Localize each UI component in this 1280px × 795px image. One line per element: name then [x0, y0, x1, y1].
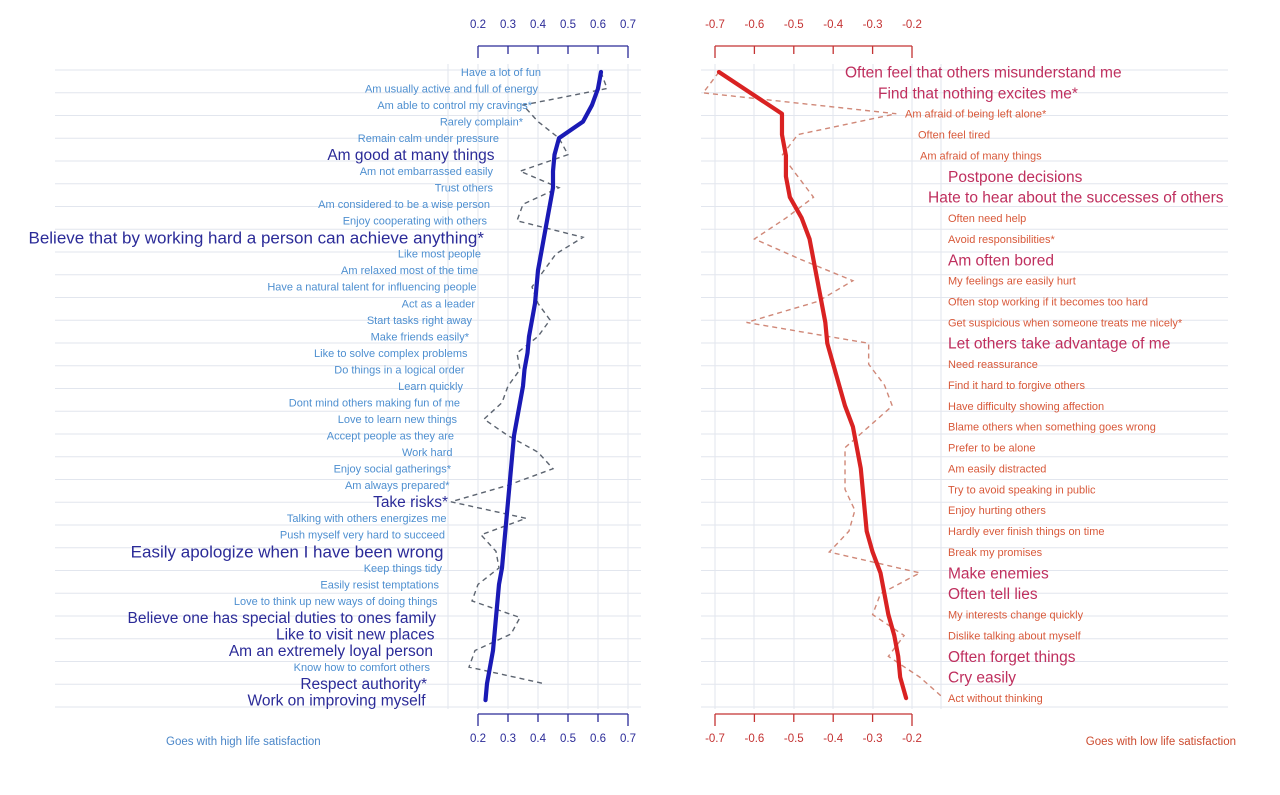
axis-tick-label: -0.7: [705, 733, 725, 745]
item-label: Am able to control my cravings*: [377, 99, 532, 112]
axis-tick-label: 0.5: [560, 733, 576, 745]
item-label: Am considered to be a wise person: [318, 199, 490, 212]
item-label: Take risks*: [373, 494, 448, 512]
item-label: Rarely complain*: [439, 116, 523, 129]
item-label: Am relaxed most of the time: [341, 265, 478, 278]
item-label: Believe that by working hard a person can achieve anything*: [28, 228, 484, 248]
item-label: Am often bored: [948, 252, 1054, 270]
item-label: Am afraid of being left alone*: [905, 108, 1047, 121]
item-label: Easily apologize when I have been wrong: [130, 542, 444, 562]
item-label: My interests change quickly: [948, 609, 1084, 622]
item-label: Start tasks right away: [366, 314, 472, 327]
axis-tick-label: -0.3: [862, 733, 883, 745]
item-label: Dislike talking about myself: [948, 630, 1081, 643]
item-label: Remain calm under pressure: [357, 132, 499, 145]
item-label: Often tell lies: [948, 586, 1038, 604]
item-label: Am not embarrassed easily: [359, 166, 493, 179]
axis-tick-label: 0.3: [500, 19, 516, 31]
dashed-series-line: [703, 72, 943, 698]
item-label: Cry easily: [948, 669, 1017, 687]
item-label: Have difficulty showing affection: [948, 400, 1105, 413]
item-label: Act as a leader: [401, 298, 475, 311]
item-label: Respect authority*: [300, 676, 427, 694]
item-label: Learn quickly: [398, 380, 463, 393]
item-label: Find it hard to forgive others: [948, 379, 1085, 392]
item-label: Prefer to be alone: [948, 442, 1036, 455]
item-label: Trust others: [434, 182, 493, 195]
item-label: Am easily distracted: [948, 463, 1047, 476]
item-label: Often forget things: [948, 648, 1076, 666]
item-label: Am usually active and full of energy: [364, 83, 538, 96]
item-label: Postpone decisions: [948, 168, 1083, 186]
item-label: Love to think up new ways of doing things: [233, 595, 438, 608]
item-label: Easily resist temptations: [320, 579, 439, 592]
axis-tick-label: -0.5: [783, 19, 804, 31]
item-label: Believe one has special duties to ones family: [127, 609, 436, 627]
item-label: Need reassurance: [948, 359, 1038, 372]
axis-tick-label: 0.2: [470, 733, 486, 745]
solid-series-line: [719, 72, 906, 698]
item-label: Love to learn new things: [337, 413, 457, 426]
axis-tick-label: -0.5: [783, 733, 804, 745]
item-label: Have a natural talent for influencing people: [267, 281, 477, 294]
item-label: Work hard: [401, 447, 453, 460]
caption-high-life-satisfaction: Goes with high life satisfaction: [166, 736, 321, 748]
axis-tick-label: 0.7: [620, 19, 636, 31]
item-label: Often stop working if it becomes too hard: [948, 296, 1148, 309]
item-label: Let others take advantage of me: [948, 335, 1171, 353]
axis-tick-label: -0.2: [902, 19, 922, 31]
item-label: Blame others when something goes wrong: [948, 421, 1156, 434]
item-label: Make enemies: [948, 565, 1049, 583]
axis-tick-label: 0.4: [530, 733, 546, 745]
item-label: Dont mind others making fun of me: [288, 397, 460, 410]
axis-tick-label: -0.4: [823, 733, 844, 745]
item-label: Often feel that others misunderstand me: [845, 64, 1122, 82]
axis-tick-label: 0.2: [470, 19, 486, 31]
item-label: My feelings are easily hurt: [948, 275, 1076, 288]
item-label: Find that nothing excites me*: [878, 85, 1078, 103]
axis-tick-label: 0.6: [590, 19, 606, 31]
item-label: Like most people: [397, 248, 481, 261]
item-label: Know how to comfort others: [293, 661, 430, 674]
item-label: Try to avoid speaking in public: [948, 484, 1096, 497]
item-label: Often feel tired: [918, 129, 991, 142]
item-label: Enjoy cooperating with others: [342, 215, 487, 228]
axis-tick-label: 0.5: [560, 19, 576, 31]
caption-low-life-satisfaction: Goes with low life satisfaction: [1085, 736, 1236, 748]
axis-tick-label: -0.6: [744, 19, 765, 31]
axis-tick-label: -0.4: [823, 19, 844, 31]
item-label: Get suspicious when someone treats me nicely*: [948, 317, 1183, 330]
item-label: Am afraid of many things: [920, 150, 1042, 163]
item-label: Hate to hear about the successes of others: [928, 189, 1224, 207]
item-label: Work on improving myself: [247, 692, 426, 710]
solid-series-line: [486, 72, 602, 700]
axis-tick-label: -0.3: [862, 19, 883, 31]
item-label: Enjoy hurting others: [948, 505, 1046, 518]
item-label: Enjoy social gatherings*: [333, 463, 451, 476]
axis-tick-label: -0.7: [705, 19, 725, 31]
axis-tick-label: 0.4: [530, 19, 546, 31]
item-label: Accept people as they are: [326, 430, 454, 443]
axis-tick-label: 0.7: [620, 733, 636, 745]
item-label: Make friends easily*: [370, 331, 469, 344]
axis-tick-label: 0.3: [500, 733, 516, 745]
item-label: Am good at many things: [327, 147, 495, 165]
item-label: Talking with others energizes me: [286, 513, 447, 526]
item-label: Am always prepared*: [344, 480, 450, 493]
item-label: Keep things tidy: [363, 562, 442, 575]
item-label: Like to solve complex problems: [314, 347, 468, 360]
item-label: Often need help: [948, 212, 1027, 225]
item-label: Am an extremely loyal person: [228, 642, 433, 660]
item-label: Push myself very hard to succeed: [279, 529, 445, 542]
axis-tick-label: 0.6: [590, 733, 606, 745]
axis-tick-label: -0.6: [744, 733, 765, 745]
item-label: Do things in a logical order: [334, 364, 465, 377]
item-label: Like to visit new places: [275, 626, 435, 644]
item-label: Have a lot of fun: [460, 66, 541, 79]
axis-tick-label: -0.2: [902, 733, 922, 745]
item-label: Hardly ever finish things on time: [948, 525, 1105, 538]
item-label: Act without thinking: [948, 692, 1043, 705]
item-label: Break my promises: [948, 546, 1043, 559]
item-label: Avoid responsibilities*: [948, 233, 1055, 246]
